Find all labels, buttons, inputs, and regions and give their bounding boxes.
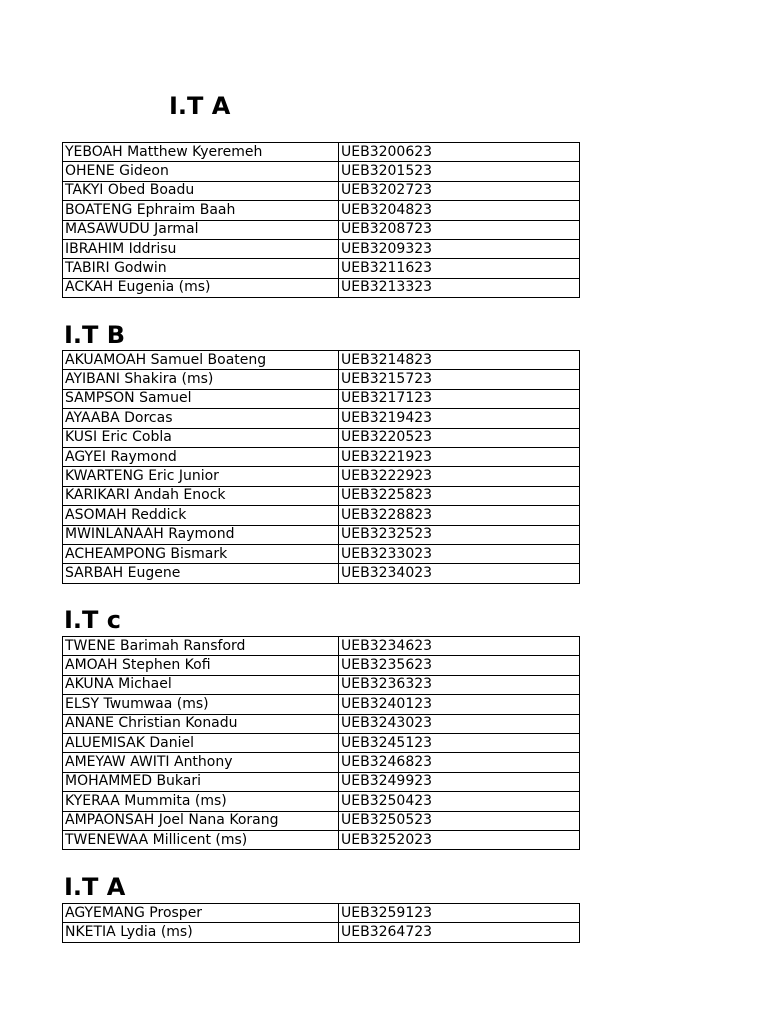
section-heading: I.T B: [64, 321, 126, 349]
section-heading: I.T c: [64, 606, 121, 634]
student-name-cell: KWARTENG Eric Junior: [63, 467, 339, 486]
student-name-cell: AYIBANI Shakira (ms): [63, 370, 339, 389]
student-id-cell: UEB3252023: [339, 830, 580, 849]
student-id-cell: UEB3217123: [339, 389, 580, 408]
student-name-cell: AGYEMANG Prosper: [63, 904, 339, 923]
student-id-cell: UEB3234023: [339, 564, 580, 583]
table-row: [63, 656, 580, 675]
table-row: [63, 409, 580, 428]
table-row: [63, 351, 580, 370]
student-name-cell: ALUEMISAK Daniel: [63, 733, 339, 752]
student-name-cell: NKETIA Lydia (ms): [63, 923, 339, 942]
student-id-cell: UEB3250423: [339, 792, 580, 811]
student-id-cell: UEB3249923: [339, 772, 580, 791]
table-row: [63, 181, 580, 200]
table-row: [63, 772, 580, 791]
student-id-cell: UEB3246823: [339, 753, 580, 772]
student-name-cell: KUSI Eric Cobla: [63, 428, 339, 447]
student-name-cell: MWINLANAAH Raymond: [63, 525, 339, 544]
student-name-cell: TWENEWAA Millicent (ms): [63, 830, 339, 849]
student-id-cell: UEB3243023: [339, 714, 580, 733]
student-name-cell: AKUNA Michael: [63, 675, 339, 694]
table-row: [63, 753, 580, 772]
student-name-cell: AMEYAW AWITI Anthony: [63, 753, 339, 772]
student-id-cell: UEB3201523: [339, 162, 580, 181]
table-row: [63, 143, 580, 162]
student-id-cell: UEB3240123: [339, 695, 580, 714]
table-row: [63, 428, 580, 447]
student-id-cell: UEB3215723: [339, 370, 580, 389]
student-name-cell: TABIRI Godwin: [63, 259, 339, 278]
student-name-cell: AKUAMOAH Samuel Boateng: [63, 351, 339, 370]
table-row: [63, 792, 580, 811]
table-row: [63, 220, 580, 239]
table-row: [63, 259, 580, 278]
student-id-cell: UEB3209323: [339, 239, 580, 258]
student-name-cell: OHENE Gideon: [63, 162, 339, 181]
student-id-cell: UEB3228823: [339, 506, 580, 525]
student-id-cell: UEB3202723: [339, 181, 580, 200]
student-name-cell: AYAABA Dorcas: [63, 409, 339, 428]
student-id-cell: UEB3235623: [339, 656, 580, 675]
table-row: [63, 278, 580, 297]
student-name-cell: AMPAONSAH Joel Nana Korang: [63, 811, 339, 830]
table-row: [63, 733, 580, 752]
table-row: [63, 201, 580, 220]
table-row: [63, 486, 580, 505]
student-id-cell: UEB3220523: [339, 428, 580, 447]
student-id-cell: UEB3222923: [339, 467, 580, 486]
table-row: [63, 389, 580, 408]
student-name-cell: SARBAH Eugene: [63, 564, 339, 583]
table-row: [63, 923, 580, 942]
table-row: [63, 162, 580, 181]
student-id-cell: UEB3221923: [339, 447, 580, 466]
student-name-cell: MOHAMMED Bukari: [63, 772, 339, 791]
student-table: [62, 636, 580, 850]
student-name-cell: BOATENG Ephraim Baah: [63, 201, 339, 220]
student-name-cell: KYERAA Mummita (ms): [63, 792, 339, 811]
section-heading: I.T A: [64, 873, 126, 901]
table-row: [63, 830, 580, 849]
student-id-cell: UEB3200623: [339, 143, 580, 162]
student-id-cell: UEB3211623: [339, 259, 580, 278]
student-name-cell: IBRAHIM Iddrisu: [63, 239, 339, 258]
student-table: [62, 350, 580, 584]
table-row: [63, 239, 580, 258]
student-id-cell: UEB3213323: [339, 278, 580, 297]
student-id-cell: UEB3250523: [339, 811, 580, 830]
student-id-cell: UEB3214823: [339, 351, 580, 370]
table-row: [63, 447, 580, 466]
student-id-cell: UEB3234623: [339, 637, 580, 656]
student-name-cell: AGYEI Raymond: [63, 447, 339, 466]
student-id-cell: UEB3245123: [339, 733, 580, 752]
student-name-cell: AMOAH Stephen Kofi: [63, 656, 339, 675]
section-heading: I.T A: [169, 92, 231, 120]
student-id-cell: UEB3225823: [339, 486, 580, 505]
student-id-cell: UEB3236323: [339, 675, 580, 694]
table-row: [63, 675, 580, 694]
table-row: [63, 714, 580, 733]
table-row: [63, 544, 580, 563]
student-id-cell: UEB3208723: [339, 220, 580, 239]
student-name-cell: ELSY Twumwaa (ms): [63, 695, 339, 714]
student-name-cell: SAMPSON Samuel: [63, 389, 339, 408]
student-name-cell: ASOMAH Reddick: [63, 506, 339, 525]
student-name-cell: MASAWUDU Jarmal: [63, 220, 339, 239]
student-name-cell: TAKYI Obed Boadu: [63, 181, 339, 200]
student-name-cell: ACKAH Eugenia (ms): [63, 278, 339, 297]
student-id-cell: UEB3219423: [339, 409, 580, 428]
student-id-cell: UEB3204823: [339, 201, 580, 220]
student-id-cell: UEB3233023: [339, 544, 580, 563]
student-name-cell: KARIKARI Andah Enock: [63, 486, 339, 505]
table-row: [63, 637, 580, 656]
table-row: [63, 525, 580, 544]
student-name-cell: ACHEAMPONG Bismark: [63, 544, 339, 563]
student-name-cell: TWENE Barimah Ransford: [63, 637, 339, 656]
table-row: [63, 506, 580, 525]
student-name-cell: YEBOAH Matthew Kyeremeh: [63, 143, 339, 162]
table-row: [63, 811, 580, 830]
student-id-cell: UEB3259123: [339, 904, 580, 923]
student-id-cell: UEB3232523: [339, 525, 580, 544]
student-table: [62, 903, 580, 943]
table-row: [63, 904, 580, 923]
student-id-cell: UEB3264723: [339, 923, 580, 942]
table-row: [63, 370, 580, 389]
student-name-cell: ANANE Christian Konadu: [63, 714, 339, 733]
table-row: [63, 695, 580, 714]
student-table: [62, 142, 580, 298]
table-row: [63, 564, 580, 583]
table-row: [63, 467, 580, 486]
